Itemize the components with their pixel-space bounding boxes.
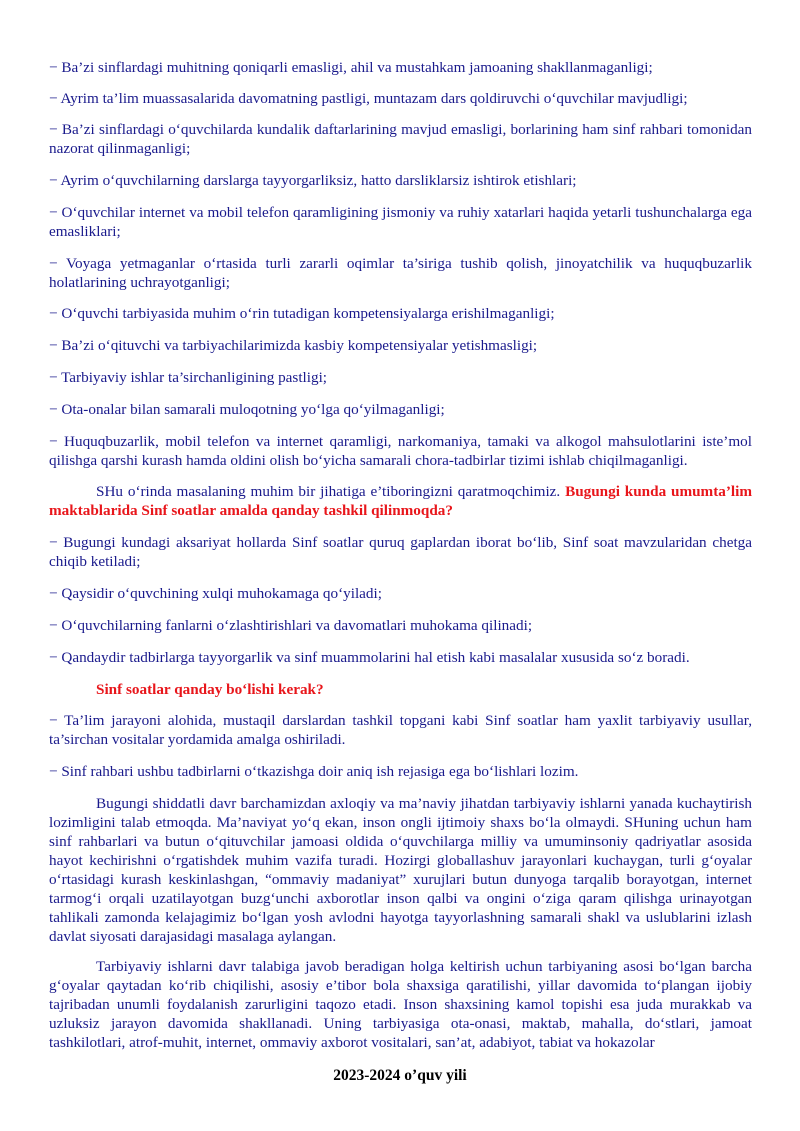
section-heading: Sinf soatlar qanday bo‘lishi kerak?: [96, 681, 324, 698]
list-item: − Ota-onalar bilan samarali muloqotning yo‘lga qo‘yilmaganligi;: [49, 401, 445, 418]
list-item: − Sinf rahbari ushbu tadbirlarni o‘tkazishga doir aniq ish rejasiga ega bo‘lishlari lozim.: [49, 763, 579, 780]
list-item: − O‘quvchi tarbiyasida muhim o‘rin tutadigan kompetensiyalarga erishilmaganligi;: [49, 305, 555, 322]
body-paragraph: Bugungi shiddatli davr barchamizdan axloqiy va ma’naviy jihatdan tarbiyaviy ishlarni yanada kuchaytirish lozimligini talab etmoqda. Ma’naviyat yo‘q ekan, inson ongli ijtimoiy shaxs bo‘la olmaydi. SHuning uchun ham sinf rahbarlari va butun o‘qituvchilar jamoasi oldida o‘quvchilarga milliy va umuminsoniy qadriyatlar asosida hayot kechirishni o‘rgatishdek muhim vazifa turadi. Hozirgi globallashuv jarayonlari kuchaygan, turli g‘oyalar o‘rtasidagi kurash keskinlashgan, “ommaviy madaniyat” xurujlari butun dunyoga tarqalib borayotgan, internet tarmog‘i orqali uzatilayotgan buzg‘unchi axborotlar inson qalbi va ongini o‘ziga qaram qilishga urinayotgan tahlikali zamonda kelajagimiz bo‘lgan yosh avlodni hayotga tayyorlashning samarali shakl va uslublarini izlash davlat siyosati darajasidagi masalaga aylangan.: [49, 795, 752, 945]
list-item: − Bugungi kundagi aksariyat hollarda Sinf soatlar quruq gaplardan iborat bo‘lib, Sinf soat mavzularidan chetga chiqib ketiladi;: [49, 534, 752, 570]
list-item: − Huquqbuzarlik, mobil telefon va internet qaramligi, narkomaniya, tamaki va alkogol mahsulotlarini iste’mol qilishga qarshi kurash hamda oldini olish bo‘yicha samarali chora-tadbirlar tizimi ishlab chiqilmaganligi.: [49, 433, 752, 469]
list-item: − Ba’zi o‘qituvchi va tarbiyachilarimizda kasbiy kompetensiyalar yetishmasligi;: [49, 337, 538, 354]
list-item: − Qaysidir o‘quvchining xulqi muhokamaga qo‘yiladi;: [49, 585, 382, 602]
list-item: − O‘quvchilar internet va mobil telefon qaramligining jismoniy va ruhiy xatarlari haqida yetarli tushunchalarga ega emasliklari;: [49, 204, 752, 240]
page-footer: 2023-2024 o’quv yili: [333, 1067, 467, 1084]
list-item: − Voyaga yetmaganlar o‘rtasida turli zararli oqimlar ta’siriga tushib qolish, jinoyatchilik va huquqbuzarlik holatlarining uchrayotganligi;: [49, 255, 752, 291]
list-item: − Ayrim ta’lim muassasalarida davomatning pastligi, muntazam dars qoldiruvchi o‘quvchilar mavjudligi;: [49, 90, 688, 107]
list-item: − Ayrim o‘quvchilarning darslarga tayyorgarliksiz, hatto darsliklarsiz ishtirok etishlari;: [49, 172, 577, 189]
list-item: − Qandaydir tadbirlarga tayyorgarlik va sinf muammolarini hal etish kabi masalalar xususida so‘z boradi.: [49, 649, 690, 666]
list-item: − Tarbiyaviy ishlar ta’sirchanligining pastligi;: [49, 369, 328, 386]
list-item: − Ba’zi sinflardagi o‘quvchilarda kundalik daftarlarining mavjud emasligi, borlarining ham sinf rahbari tomonidan nazorat qilinmaganligi;: [49, 121, 752, 157]
body-paragraph: Tarbiyaviy ishlarni davr talabiga javob beradigan holga keltirish uchun tarbiyaning asosi bo‘lgan barcha g‘oyalar qaytadan ko‘rib chiqilishi, asosiy e’tibor bola shaxsiga qaratilishi, yillar davomida to‘plangan ijobiy tajribadan unumli foydalanish zarurligini taqozo etadi. Inson shaxsining kamol topishi esa juda murakkab va uzluksiz jarayon davomida shakllanadi. Uning tarbiyasiga ota-onasi, maktab, mahalla, do‘stlari, jamoat tashkilotlari, atrof-muhit, internet, ommaviy axborot vositalari, san’at, adabiyot, tabiat va hokazolar: [49, 958, 752, 1051]
question-heading: Bugungi kunda umumta’lim maktablarida Sinf soatlar amalda qanday tashkil qilinmoqda?: [49, 483, 752, 519]
intro-paragraph: [49, 482, 752, 520]
list-item: − Ba’zi sinflardagi muhitning qoniqarli emasligi, ahil va mustahkam jamoaning shakllanmaganligi;: [49, 59, 653, 76]
intro-text: SHu o‘rinda masalaning muhim bir jihatiga e’tiboringizni qaratmoqchimiz.: [96, 483, 566, 500]
list-item: − Ta’lim jarayoni alohida, mustaqil darslardan tashkil topgani kabi Sinf soatlar ham yaxlit tarbiyaviy usullar, ta’sirchan vositalar yordamida amalga oshiriladi.: [49, 712, 752, 748]
list-item: − O‘quvchilarning fanlarni o‘zlashtirishlari va davomatlari muhokama qilinadi;: [49, 617, 533, 634]
